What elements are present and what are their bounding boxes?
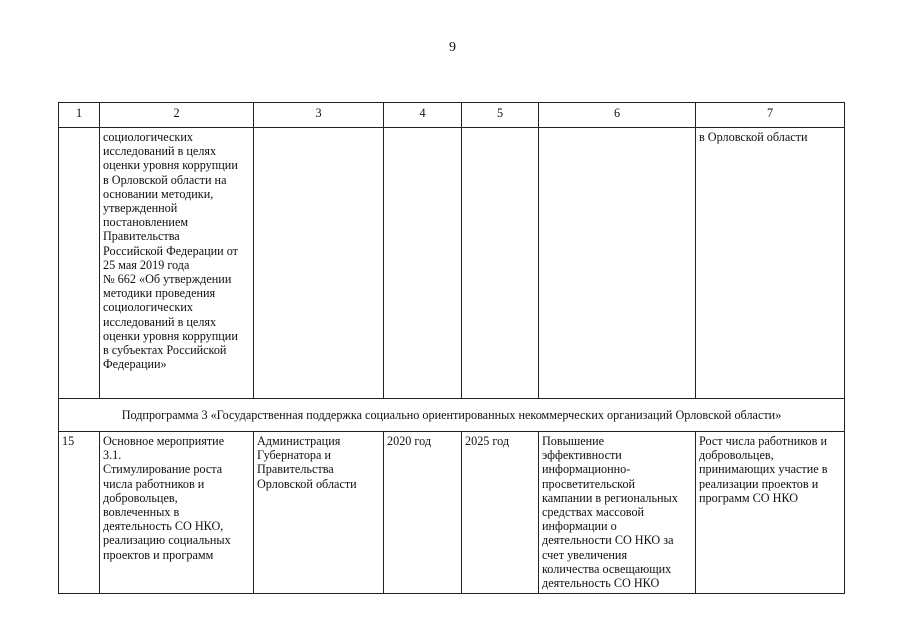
cell-start [384,128,462,399]
header-col-1: 1 [59,103,100,128]
cell-start: 2020 год [384,432,462,594]
cell-executor: Администрация Губернатора и Правительства Орловской области [254,432,384,594]
cell-end: 2025 год [462,432,539,594]
cell-end [462,128,539,399]
header-col-3: 3 [254,103,384,128]
cell-measure: Основное мероприятие 3.1. Стимулирование роста числа работников и добровольцев, вовлеченных в деятельность СО НКО, реализацию социальных проектов и программ [100,432,254,594]
cell-number: 15 [59,432,100,594]
cell-number [59,128,100,399]
header-col-7: 7 [696,103,845,128]
table-row-continuation [59,128,845,399]
measures-table [58,102,845,594]
header-col-5: 5 [462,103,539,128]
cell-executor [254,128,384,399]
header-col-2: 2 [100,103,254,128]
table-row-15 [59,432,845,594]
cell-result: Повышение эффективности информационно- просветительской кампании в региональных средствах массовой информации о деятельности СО НКО за счет увеличения количества освещающих деятельность СО НКО [539,432,696,594]
subprogram-title: Подпрограмма 3 «Государственная поддержка социально ориентированных некоммерческих организаций Орловской области» [59,399,845,432]
header-row [59,103,845,128]
cell-measure: социологических исследований в целях оценки уровня коррупции в Орловской области на основании методики, утвержденной постановлением Правительства Российской Федерации от 25 мая 2019 года № 662 «Об утверждении методики проведения социологических исследований в целях оценки уровня коррупции в субъектах Российской Федерации» [100,128,254,399]
header-col-6: 6 [539,103,696,128]
cell-result [539,128,696,399]
subprogram-row [59,399,845,432]
page-number: 9 [449,40,456,55]
cell-indicator: Рост числа работников и добровольцев, принимающих участие в реализации проектов и программ СО НКО [696,432,845,594]
header-col-4: 4 [384,103,462,128]
cell-indicator: в Орловской области [696,128,845,399]
